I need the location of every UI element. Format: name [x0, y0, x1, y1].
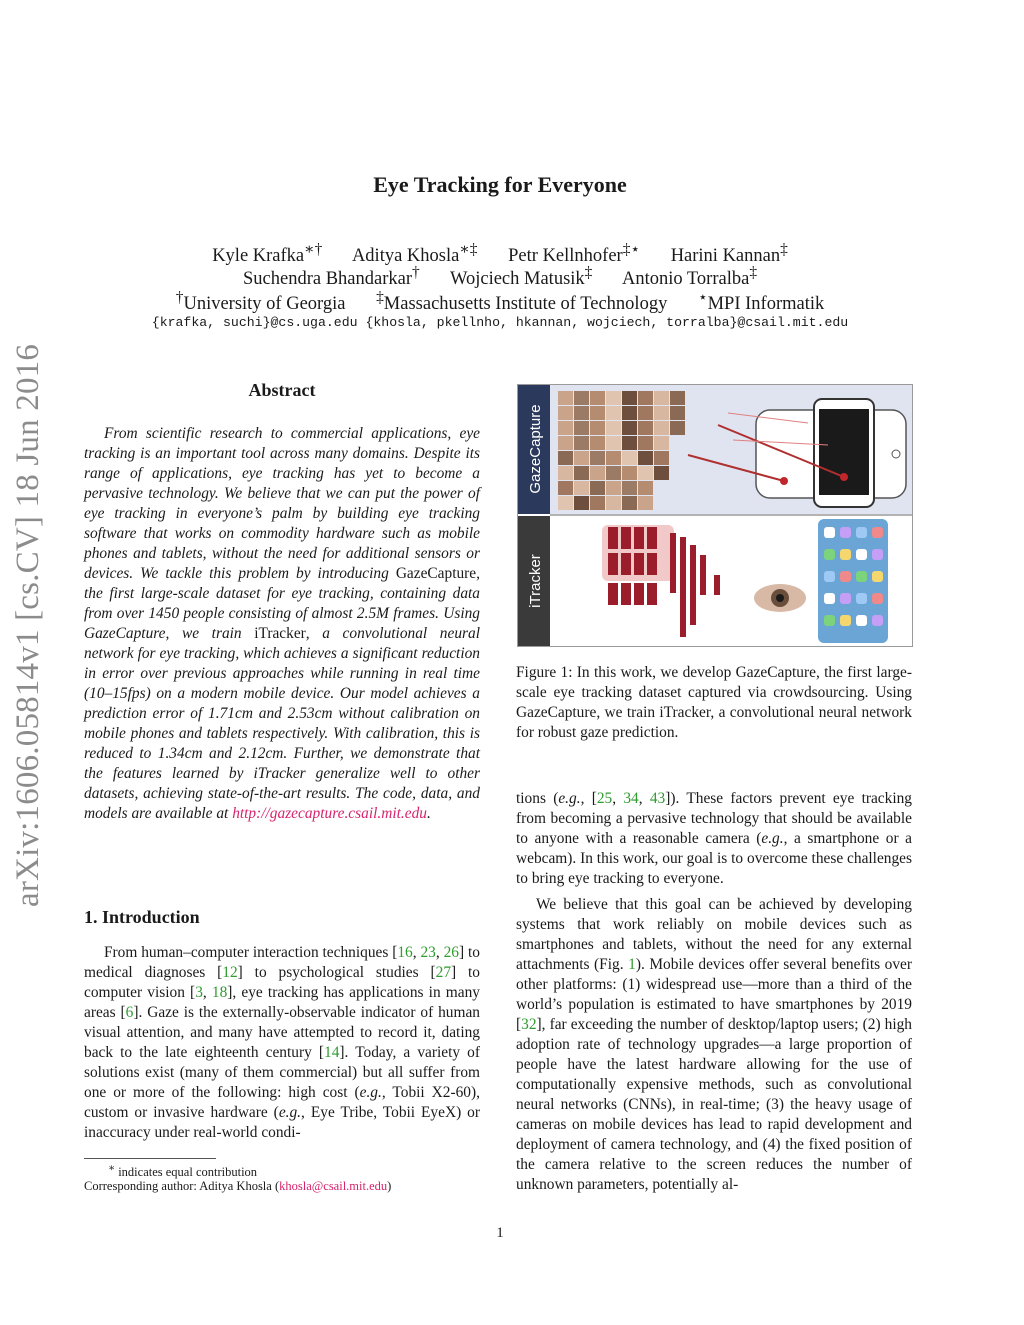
author-name: Harini Kannan — [670, 246, 781, 267]
citation[interactable]: 6 — [125, 1004, 134, 1021]
cnn-layer — [634, 553, 644, 575]
face-thumbnail — [590, 421, 605, 435]
app-icon — [824, 571, 835, 582]
cnn-layer — [608, 527, 618, 549]
face-thumbnail — [622, 391, 637, 405]
face-thumbnail — [558, 451, 573, 465]
face-thumbnail — [574, 466, 589, 480]
fc-layer — [690, 545, 696, 625]
app-icon — [840, 549, 851, 560]
face-thumbnail — [638, 436, 653, 450]
affiliations — [0, 288, 1000, 315]
affiliation-name: MPI Informatik — [707, 294, 825, 315]
figure-1-caption: Figure 1: In this work, we develop GazeCapture, the first large-scale eye tracking dataset captured via crowdsourcing. Using GazeCapture, we train iTracker, a convolutional neural network for robust gaze prediction. — [516, 664, 912, 741]
author-name: Suchendra Bhandarkar — [242, 269, 412, 290]
citation[interactable]: 25 — [596, 790, 613, 807]
face-thumbnail — [638, 466, 653, 480]
app-icon — [872, 615, 883, 626]
app-icon — [840, 615, 851, 626]
intro-body: From human–computer interaction techniques [16, 23, 26] to medical diagnoses [12] to psychological studies [27] to computer vision [3, 18], eye tracking has applications in many areas [6]. Gaze is the externally-observable indicator of human visual attention, and many have attempted to record it, dating back to the late eighteenth century [14]. Today, a variety of solutions exist (many of them commercial) but all suffer from one or more of the following: high cost (e.g., Tobii X2-60), custom or invasive hardware (e.g., Eye Tribe, Tobii EyeX) or inaccuracy under real-world condi- — [84, 944, 480, 1141]
face-thumbnail — [670, 421, 685, 435]
figure-label-gazecapture: GazeCapture — [527, 404, 544, 494]
figure-1-graphic — [518, 385, 912, 646]
face-thumbnail — [590, 391, 605, 405]
authors-line-2 — [0, 264, 1000, 290]
author-name: Aditya Khosla — [351, 246, 460, 267]
face-thumbnail — [558, 421, 573, 435]
face-thumbnail — [574, 436, 589, 450]
face-thumbnail — [670, 391, 685, 405]
app-icon — [872, 571, 883, 582]
author-sup: ∗‡ — [459, 241, 478, 258]
app-icon — [824, 593, 835, 604]
app-icon — [840, 571, 851, 582]
author-sup: ∗† — [304, 241, 323, 258]
author-emails: {krafka, suchi}@cs.uga.edu {khosla, pkellnho, hkannan, wojciech, torralba}@csail.mit.edu — [151, 315, 849, 330]
citation[interactable]: 43 — [649, 790, 666, 807]
author-sup: ‡⋆ — [622, 241, 641, 258]
face-thumbnail — [638, 391, 653, 405]
face-thumbnail — [606, 496, 621, 510]
face-thumbnail — [654, 436, 669, 450]
app-icon — [840, 527, 851, 538]
face-thumbnail — [574, 481, 589, 495]
face-thumbnail — [574, 421, 589, 435]
cnn-layer — [608, 583, 618, 605]
abstract-heading: Abstract — [248, 380, 316, 400]
citation[interactable]: 27 — [435, 964, 452, 981]
citation[interactable]: 34 — [623, 790, 639, 807]
cnn-layer — [647, 527, 657, 549]
face-thumbnail — [606, 466, 621, 480]
cnn-layer — [621, 527, 631, 549]
cnn-layer — [621, 553, 631, 575]
fc-layer — [714, 575, 720, 595]
app-icon — [872, 549, 883, 560]
fc-layer — [670, 533, 676, 593]
face-thumbnail — [622, 466, 637, 480]
face-thumbnail — [558, 496, 573, 510]
author-sup: ‡ — [584, 264, 593, 281]
app-icon — [824, 527, 835, 538]
face-thumbnail — [654, 421, 669, 435]
footnote-corresponding: Corresponding author: Aditya Khosla (khosla@csail.mit.edu) — [84, 1179, 392, 1193]
fc-layer — [700, 555, 706, 595]
face-thumbnail — [574, 406, 589, 420]
face-thumbnail — [590, 436, 605, 450]
app-icon — [872, 593, 883, 604]
face-thumbnail — [638, 451, 653, 465]
figure-reference[interactable]: 1 — [628, 956, 636, 973]
face-thumbnail — [670, 406, 685, 420]
citation[interactable]: 23 — [420, 944, 436, 961]
face-thumbnail — [622, 436, 637, 450]
face-thumbnail — [590, 481, 605, 495]
cnn-layer — [621, 583, 631, 605]
cnn-layer — [634, 583, 644, 605]
face-thumbnail — [622, 496, 637, 510]
arxiv-stamp: arXiv:1606.05814v1 [cs.CV] 18 Jun 2016 — [10, 343, 46, 907]
face-thumbnail — [606, 451, 621, 465]
affiliation-mark: ⋆ — [697, 289, 708, 306]
face-thumbnail — [606, 406, 621, 420]
app-icon — [856, 571, 867, 582]
face-thumbnail — [606, 481, 621, 495]
app-icon — [856, 593, 867, 604]
app-icon — [840, 593, 851, 604]
author-sup: ‡ — [780, 241, 788, 258]
face-thumbnail — [622, 481, 637, 495]
face-thumbnail — [590, 406, 605, 420]
right-column-paragraph-2: We believe that this goal can be achieved by developing systems that work reliably on mobile devices such as smartphones and tablets, without the need for any external attachments (Fig. 1). Mobile devices offer several benefits over other platforms: (1) widespread use—more than a third of the world’s population is estimated to have smartphones by 2019 [32], far exceeding the number of desktop/laptop users; (2) high adoption rate of technology upgrades—a large proportion of people have the latest hardware allowing for the use of computationally expensive methods, such as convolutional neural networks (CNNs), in real-time; (3) the heavy usage of cameras on mobile devices has lead to rapid development and deployment of camera technology, and (4) the fixed position of the camera relative to the screen reduces the number of unknown parameters, potentially al- — [516, 896, 913, 1193]
author-name: Petr Kellnhofer — [508, 246, 623, 267]
face-thumbnail — [638, 496, 653, 510]
paper-title: Eye Tracking for Everyone — [373, 172, 627, 197]
citation[interactable]: 26 — [443, 944, 459, 961]
fc-layer — [680, 537, 686, 637]
citation[interactable]: 18 — [211, 984, 228, 1001]
citation[interactable]: 12 — [222, 964, 238, 981]
face-thumbnail — [590, 496, 605, 510]
affiliation-name: Massachusetts Institute of Technology — [383, 294, 668, 315]
face-thumbnail — [622, 421, 637, 435]
author-sup: † — [412, 264, 420, 281]
face-thumbnail — [654, 391, 669, 405]
cnn-layer — [647, 553, 657, 575]
face-thumbnail — [654, 406, 669, 420]
author-name: Antonio Torralba — [621, 269, 750, 290]
face-thumbnail — [558, 466, 573, 480]
face-thumbnail — [654, 466, 669, 480]
right-column-paragraph-1: tions (e.g., [25, 34, 43]). These factors prevent eye tracking from becoming a pervasive technology that should be available to anyone with a reasonable camera (e.g., a smartphone or a webcam). In this work, our goal is to overcome these challenges to bring eye tracking to everyone. — [516, 790, 912, 887]
affiliation-name: University of Georgia — [183, 294, 346, 315]
footnote-equal: ∗ indicates equal contribution — [108, 1163, 258, 1180]
face-thumbnail — [558, 481, 573, 495]
app-icon — [856, 615, 867, 626]
citation[interactable]: 14 — [324, 1044, 340, 1061]
face-thumbnail — [622, 406, 637, 420]
citation[interactable]: 3 — [195, 984, 203, 1001]
cnn-layer — [608, 553, 618, 575]
figure-label-itracker: iTracker — [527, 554, 544, 608]
footnote-rule — [84, 1158, 216, 1159]
face-thumbnail — [558, 391, 573, 405]
cnn-layer — [634, 527, 644, 549]
author-name: Kyle Krafka — [212, 246, 305, 267]
author-sup: ‡ — [749, 264, 758, 281]
face-thumbnail — [558, 436, 573, 450]
intro-heading: 1. Introduction — [84, 907, 200, 927]
face-thumbnail — [574, 496, 589, 510]
face-thumbnail — [606, 391, 621, 405]
page-number: 1 — [496, 1225, 504, 1241]
corresponding-email-link[interactable]: khosla@csail.mit.edu — [279, 1179, 388, 1193]
face-thumbnail — [638, 481, 653, 495]
face-thumbnail — [590, 466, 605, 480]
face-thumbnail — [638, 406, 653, 420]
app-icon — [872, 527, 883, 538]
abstract-body: From scientific research to commercial applications, eye tracking is an important tool across many domains. Despite its range of applications, eye tracking has yet to become a pervasive technology. We believe that we can put the power of eye tracking in everyone’s palm by building eye tracking software that works on commodity hardware such as mobile phones and tablets, without the need for additional sensors or devices. We tackle this problem by introducing GazeCapture, the first large-scale dataset for eye tracking, containing data from over 1450 people consisting of almost 2.5M frames. Using GazeCapture, we train iTracker, a convolutional neural network for eye tracking, which achieves a significant reduction in error over previous approaches while running in real time (10–15fps) on a modern mobile device. Our model achieves a prediction error of 1.71cm and 2.53cm without calibration on mobile phones and tablets respectively. With calibration, this is reduced to 1.34cm and 2.12cm. Further, we demonstrate that the features learned by iTracker generalize well to other datasets, achieving state-of-the-art results. The code, data, and models are available at http://gazecapture.csail.mit.edu. — [84, 425, 480, 822]
app-icon — [856, 549, 867, 560]
face-thumbnail — [654, 451, 669, 465]
citation[interactable]: 16 — [397, 944, 413, 961]
face-thumbnail — [558, 406, 573, 420]
face-thumbnail — [606, 421, 621, 435]
app-icon — [824, 549, 835, 560]
affiliation-mark: ‡ — [376, 289, 384, 306]
cnn-layer — [647, 583, 657, 605]
figure-1 — [517, 384, 913, 647]
app-icon — [856, 527, 867, 538]
face-thumbnail — [638, 421, 653, 435]
citation[interactable]: 32 — [521, 1016, 537, 1033]
author-name: Wojciech Matusik — [450, 269, 585, 290]
app-icon — [824, 615, 835, 626]
face-thumbnail — [590, 451, 605, 465]
face-thumbnail — [574, 451, 589, 465]
face-thumbnail — [606, 436, 621, 450]
affiliation-mark: † — [175, 289, 184, 306]
phone-screen — [819, 409, 869, 495]
face-thumbnail — [622, 451, 637, 465]
gazecapture-link[interactable]: http://gazecapture.csail.mit.edu — [232, 805, 427, 822]
face-thumbnail — [574, 391, 589, 405]
